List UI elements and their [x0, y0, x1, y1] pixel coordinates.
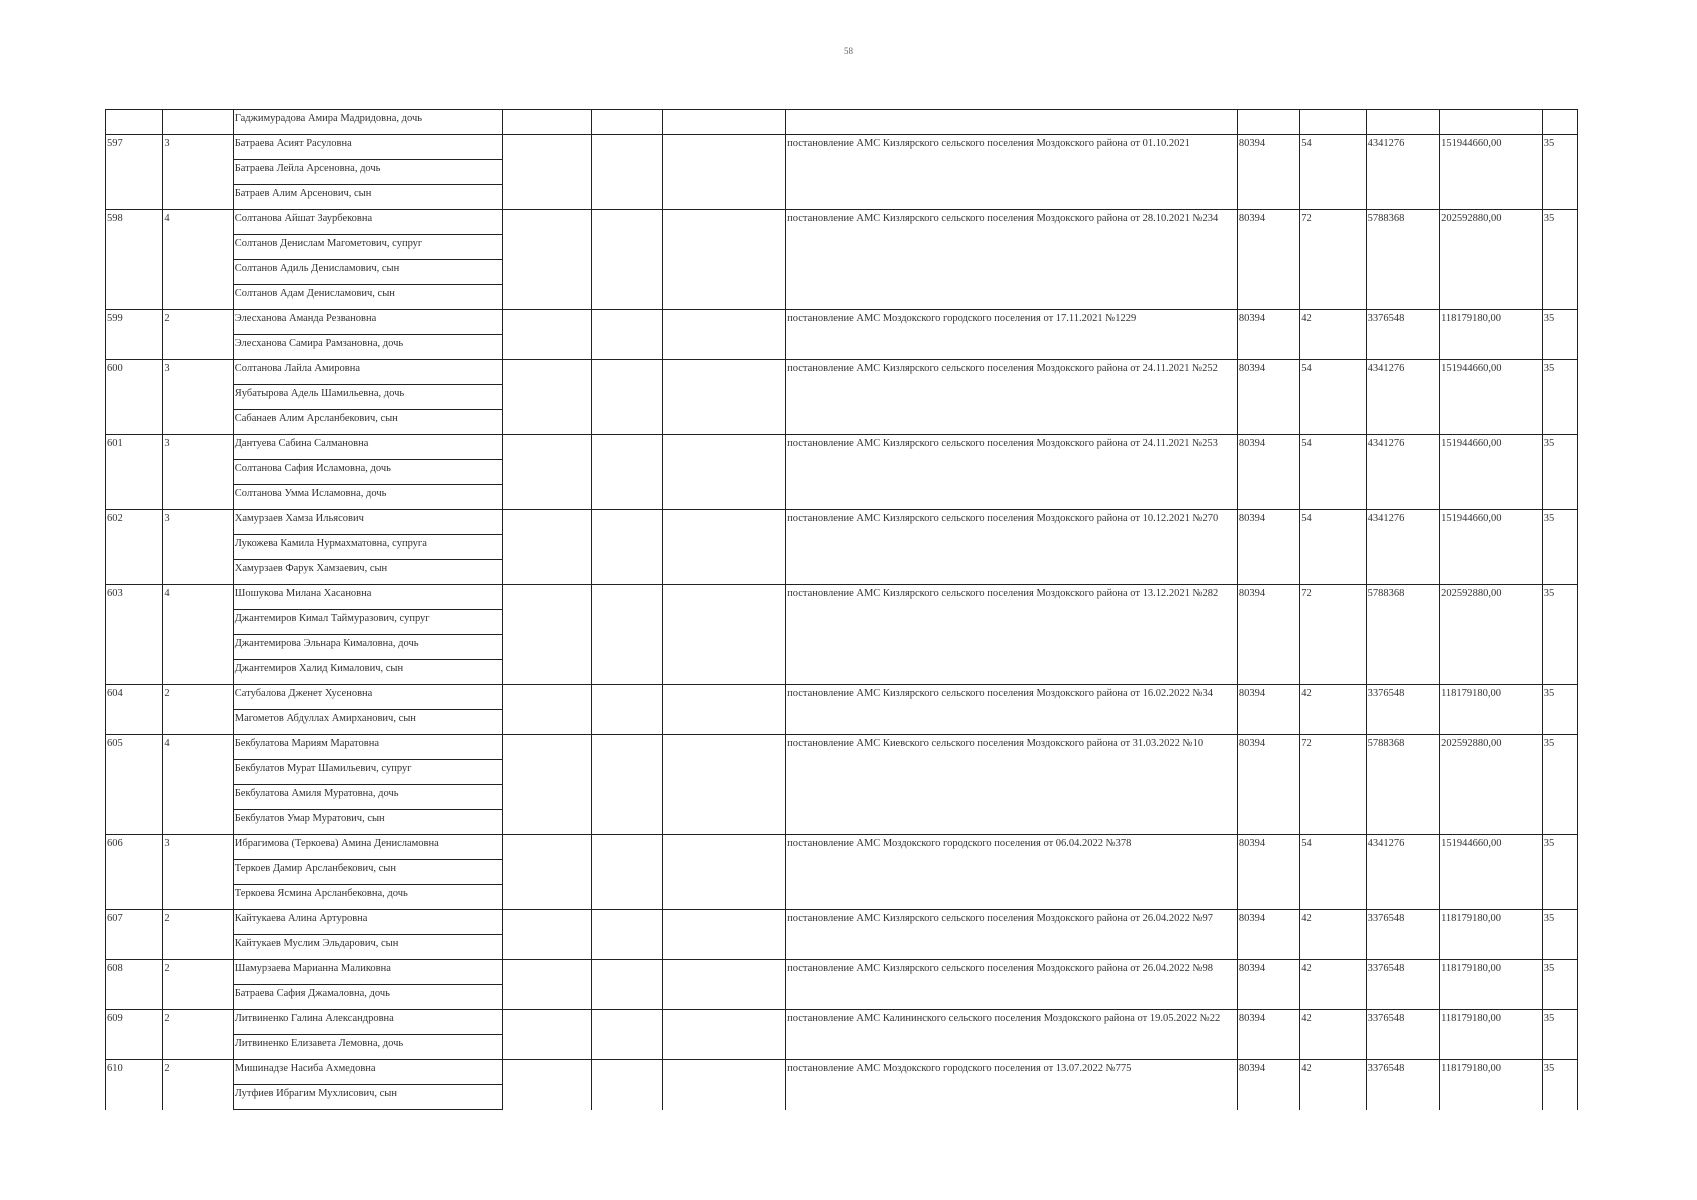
empty-cell — [503, 510, 592, 585]
age-cell: 35 — [1542, 1010, 1577, 1060]
family-member-cell — [233, 560, 503, 585]
unit-cost-cell: 4341276 — [1366, 360, 1439, 435]
decree-cell: постановление АМС Кизлярского сельского поселения Моздокского района от 10.12.2021 №270 — [786, 510, 1238, 585]
family-member-cell — [233, 985, 503, 1010]
unit-cost-cell — [1366, 110, 1439, 135]
table-row — [106, 510, 1578, 535]
empty-cell — [503, 310, 592, 360]
standard-cost-cell: 80394 — [1237, 1010, 1299, 1060]
decree-cell: постановление АМС Кизлярского сельского поселения Моздокского района от 01.10.2021 — [786, 135, 1238, 210]
empty-cell — [663, 685, 786, 735]
family-member-cell — [233, 760, 503, 785]
family-member-name: Сабанаев Алим Арсланбекович, сын — [234, 413, 398, 424]
empty-cell — [591, 210, 662, 310]
family-member-cell — [233, 860, 503, 885]
record-number-cell: 600 — [106, 360, 163, 435]
decree-cell: постановление АМС Кизлярского сельского поселения Моздокского района от 28.10.2021 №234 — [786, 210, 1238, 310]
family-member-cell — [233, 485, 503, 510]
area-cell: 72 — [1300, 735, 1366, 835]
standard-cost-cell: 80394 — [1237, 210, 1299, 310]
standard-cost-cell: 80394 — [1237, 960, 1299, 1010]
family-member-cell — [233, 335, 503, 360]
area-cell: 42 — [1300, 685, 1366, 735]
decree-cell: постановление АМС Кизлярского сельского поселения Моздокского района от 13.12.2021 №282 — [786, 585, 1238, 685]
record-number-cell: 609 — [106, 1010, 163, 1060]
family-member-cell — [233, 785, 503, 810]
family-member-name: Литвиненко Елизавета Лемовна, дочь — [234, 1038, 404, 1049]
family-member-cell — [233, 460, 503, 485]
table-row — [106, 1060, 1578, 1085]
family-member-name: Солтанов Денислам Магометович, супруг — [234, 238, 423, 249]
empty-cell — [503, 585, 592, 685]
area-cell: 72 — [1300, 210, 1366, 310]
family-member-name: Яубатырова Адель Шамильевна, дочь — [234, 388, 405, 399]
empty-cell — [663, 510, 786, 585]
empty-cell — [663, 1010, 786, 1060]
family-member-name: Батраева Лейла Арсеновна, дочь — [234, 163, 381, 174]
family-member-cell — [233, 210, 503, 235]
total-amount-cell: 118179180,00 — [1440, 960, 1543, 1010]
unit-cost-cell: 5788368 — [1366, 210, 1439, 310]
age-cell — [1542, 110, 1577, 135]
record-number-cell: 602 — [106, 510, 163, 585]
family-member-cell — [233, 185, 503, 210]
record-number-cell — [106, 110, 163, 135]
family-member-cell — [233, 435, 503, 460]
area-cell: 54 — [1300, 360, 1366, 435]
family-member-cell — [233, 110, 503, 135]
empty-cell — [663, 135, 786, 210]
empty-cell — [503, 910, 592, 960]
table-row — [106, 1010, 1578, 1035]
family-member-name: Литвиненко Галина Александровна — [234, 1013, 394, 1024]
family-member-name: Бекбулатова Амиля Муратовна, дочь — [234, 788, 399, 799]
decree-cell: постановление АМС Калининского сельского поселения Моздокского района от 19.05.2022 №22 — [786, 1010, 1238, 1060]
family-size-cell: 2 — [163, 1010, 233, 1060]
total-amount-cell: 118179180,00 — [1440, 1010, 1543, 1060]
standard-cost-cell: 80394 — [1237, 685, 1299, 735]
record-number-cell: 601 — [106, 435, 163, 510]
empty-cell — [503, 685, 592, 735]
family-size-cell: 2 — [163, 910, 233, 960]
family-size-cell: 4 — [163, 585, 233, 685]
empty-cell — [591, 510, 662, 585]
record-number-cell: 597 — [106, 135, 163, 210]
family-member-name: Кайтукаев Муслим Эльдарович, сын — [234, 938, 399, 949]
family-member-name: Лутфиев Ибрагим Мухлисович, сын — [234, 1088, 397, 1099]
age-cell: 35 — [1542, 510, 1577, 585]
empty-cell — [591, 110, 662, 135]
area-cell: 54 — [1300, 510, 1366, 585]
empty-cell — [663, 585, 786, 685]
empty-cell — [503, 210, 592, 310]
unit-cost-cell: 5788368 — [1366, 585, 1439, 685]
table-row — [106, 685, 1578, 710]
decree-cell: постановление АМС Моздокского городского поселения от 13.07.2022 №775 — [786, 1060, 1238, 1110]
family-member-cell — [233, 835, 503, 860]
empty-cell — [591, 685, 662, 735]
standard-cost-cell: 80394 — [1237, 310, 1299, 360]
table-row — [106, 835, 1578, 860]
family-member-cell — [233, 635, 503, 660]
family-member-name: Кайтукаева Алина Артуровна — [234, 913, 368, 924]
family-member-name: Хамурзаев Фарук Хамзаевич, сын — [234, 563, 388, 574]
unit-cost-cell: 3376548 — [1366, 1060, 1439, 1110]
table-row — [106, 960, 1578, 985]
empty-cell — [663, 1060, 786, 1110]
family-size-cell: 2 — [163, 960, 233, 1010]
age-cell: 35 — [1542, 960, 1577, 1010]
table-row — [106, 110, 1578, 135]
area-cell: 42 — [1300, 1060, 1366, 1110]
unit-cost-cell: 4341276 — [1366, 135, 1439, 210]
family-member-name: Солтанова Лайла Амировна — [234, 363, 360, 374]
family-size-cell: 3 — [163, 510, 233, 585]
decree-cell: постановление АМС Кизлярского сельского поселения Моздокского района от 16.02.2022 №34 — [786, 685, 1238, 735]
unit-cost-cell: 5788368 — [1366, 735, 1439, 835]
family-member-name: Батраев Алим Арсенович, сын — [234, 188, 372, 199]
family-member-name: Солтанов Адиль Денисламович, сын — [234, 263, 400, 274]
family-member-name: Элесханова Самира Рамзановна, дочь — [234, 338, 404, 349]
empty-cell — [591, 435, 662, 510]
family-member-name: Джантемирова Эльнара Кималовна, дочь — [234, 638, 419, 649]
family-member-cell — [233, 260, 503, 285]
standard-cost-cell: 80394 — [1237, 360, 1299, 435]
record-number-cell: 599 — [106, 310, 163, 360]
family-size-cell — [163, 110, 233, 135]
record-number-cell: 607 — [106, 910, 163, 960]
family-member-cell — [233, 235, 503, 260]
area-cell: 42 — [1300, 1010, 1366, 1060]
area-cell: 54 — [1300, 135, 1366, 210]
empty-cell — [591, 835, 662, 910]
family-member-name: Сатубалова Дженет Хусеновна — [234, 688, 373, 699]
decree-cell: постановление АМС Кизлярского сельского поселения Моздокского района от 26.04.2022 №98 — [786, 960, 1238, 1010]
family-member-name: Элесханова Аманда Резвановна — [234, 313, 377, 324]
family-member-name: Батраева Асият Расуловна — [234, 138, 352, 149]
standard-cost-cell: 80394 — [1237, 435, 1299, 510]
empty-cell — [591, 960, 662, 1010]
area-cell: 72 — [1300, 585, 1366, 685]
age-cell: 35 — [1542, 910, 1577, 960]
family-size-cell: 3 — [163, 835, 233, 910]
standard-cost-cell: 80394 — [1237, 585, 1299, 685]
family-member-cell — [233, 585, 503, 610]
family-member-cell — [233, 385, 503, 410]
family-member-name: Солтанова Айшат Заурбековна — [234, 213, 373, 224]
age-cell: 35 — [1542, 435, 1577, 510]
decree-cell: постановление АМС Кизлярского сельского поселения Моздокского района от 24.11.2021 №253 — [786, 435, 1238, 510]
empty-cell — [503, 360, 592, 435]
table-row — [106, 735, 1578, 760]
family-member-cell — [233, 360, 503, 385]
family-member-name: Мишинадзе Насиба Ахмедовна — [234, 1063, 376, 1074]
empty-cell — [663, 960, 786, 1010]
empty-cell — [591, 735, 662, 835]
family-size-cell: 4 — [163, 735, 233, 835]
family-member-name: Шошукова Милана Хасановна — [234, 588, 372, 599]
family-member-name: Бекбулатов Мурат Шамильевич, супруг — [234, 763, 412, 774]
record-number-cell: 610 — [106, 1060, 163, 1110]
empty-cell — [663, 735, 786, 835]
area-cell: 42 — [1300, 910, 1366, 960]
empty-cell — [591, 585, 662, 685]
standard-cost-cell: 80394 — [1237, 910, 1299, 960]
family-member-cell — [233, 310, 503, 335]
table-row — [106, 585, 1578, 610]
unit-cost-cell: 3376548 — [1366, 1010, 1439, 1060]
age-cell: 35 — [1542, 210, 1577, 310]
family-member-cell — [233, 285, 503, 310]
family-member-cell — [233, 160, 503, 185]
unit-cost-cell: 3376548 — [1366, 960, 1439, 1010]
family-member-cell — [233, 885, 503, 910]
family-member-cell — [233, 410, 503, 435]
unit-cost-cell: 4341276 — [1366, 510, 1439, 585]
age-cell: 35 — [1542, 685, 1577, 735]
decree-cell: постановление АМС Кизлярского сельского поселения Моздокского района от 26.04.2022 №97 — [786, 910, 1238, 960]
standard-cost-cell: 80394 — [1237, 135, 1299, 210]
record-number-cell: 606 — [106, 835, 163, 910]
area-cell — [1300, 110, 1366, 135]
age-cell: 35 — [1542, 135, 1577, 210]
family-size-cell: 3 — [163, 135, 233, 210]
family-member-cell — [233, 1035, 503, 1060]
empty-cell — [591, 1010, 662, 1060]
family-size-cell: 2 — [163, 685, 233, 735]
family-member-name: Батраева Сафия Джамаловна, дочь — [234, 988, 390, 999]
table-row — [106, 310, 1578, 335]
decree-cell: постановление АМС Кизлярского сельского поселения Моздокского района от 24.11.2021 №252 — [786, 360, 1238, 435]
empty-cell — [503, 835, 592, 910]
family-member-cell — [233, 935, 503, 960]
total-amount-cell: 151944660,00 — [1440, 835, 1543, 910]
registry-table — [105, 109, 1578, 1110]
unit-cost-cell: 3376548 — [1366, 685, 1439, 735]
family-member-name: Теркоева Ясмина Арсланбековна, дочь — [234, 888, 408, 899]
area-cell: 54 — [1300, 435, 1366, 510]
unit-cost-cell: 4341276 — [1366, 835, 1439, 910]
family-member-cell — [233, 535, 503, 560]
area-cell: 42 — [1300, 310, 1366, 360]
area-cell: 42 — [1300, 960, 1366, 1010]
family-size-cell: 2 — [163, 1060, 233, 1110]
family-member-name: Бекбулатов Умар Муратович, сын — [234, 813, 385, 824]
family-member-cell — [233, 510, 503, 535]
age-cell: 35 — [1542, 360, 1577, 435]
family-size-cell: 2 — [163, 310, 233, 360]
empty-cell — [591, 910, 662, 960]
page-number: 58 — [844, 46, 853, 56]
empty-cell — [663, 835, 786, 910]
family-member-cell — [233, 810, 503, 835]
family-member-name: Ибрагимова (Теркоева) Амина Денисламовна — [234, 838, 439, 849]
family-member-cell — [233, 1010, 503, 1035]
family-member-cell — [233, 1085, 503, 1110]
family-member-cell — [233, 1060, 503, 1085]
empty-cell — [663, 310, 786, 360]
table-row — [106, 135, 1578, 160]
area-cell: 54 — [1300, 835, 1366, 910]
family-member-name: Солтанов Адам Денисламович, сын — [234, 288, 395, 299]
family-member-name: Джантемиров Халид Кималович, сын — [234, 663, 404, 674]
standard-cost-cell: 80394 — [1237, 735, 1299, 835]
age-cell: 35 — [1542, 1060, 1577, 1110]
total-amount-cell: 202592880,00 — [1440, 210, 1543, 310]
age-cell: 35 — [1542, 735, 1577, 835]
empty-cell — [503, 735, 592, 835]
empty-cell — [663, 210, 786, 310]
total-amount-cell: 202592880,00 — [1440, 585, 1543, 685]
total-amount-cell: 151944660,00 — [1440, 435, 1543, 510]
unit-cost-cell: 3376548 — [1366, 910, 1439, 960]
empty-cell — [503, 1060, 592, 1110]
family-member-name: Теркоев Дамир Арсланбекович, сын — [234, 863, 396, 874]
standard-cost-cell — [1237, 110, 1299, 135]
family-size-cell: 3 — [163, 435, 233, 510]
unit-cost-cell: 3376548 — [1366, 310, 1439, 360]
age-cell: 35 — [1542, 835, 1577, 910]
empty-cell — [663, 110, 786, 135]
total-amount-cell — [1440, 110, 1543, 135]
age-cell: 35 — [1542, 585, 1577, 685]
family-member-name: Лукожева Камила Нурмахматовна, супруга — [234, 538, 427, 549]
family-member-name: Гаджимурадова Амира Мадридовна, дочь — [234, 113, 423, 124]
record-number-cell: 598 — [106, 210, 163, 310]
total-amount-cell: 202592880,00 — [1440, 735, 1543, 835]
total-amount-cell: 118179180,00 — [1440, 1060, 1543, 1110]
family-member-name: Хамурзаев Хамза Ильясович — [234, 513, 364, 524]
standard-cost-cell: 80394 — [1237, 835, 1299, 910]
family-member-name: Солтанова Умма Исламовна, дочь — [234, 488, 387, 499]
empty-cell — [503, 1010, 592, 1060]
empty-cell — [503, 110, 592, 135]
family-member-cell — [233, 135, 503, 160]
total-amount-cell: 151944660,00 — [1440, 135, 1543, 210]
family-member-name: Дантуева Сабина Салмановна — [234, 438, 369, 449]
table-row — [106, 360, 1578, 385]
total-amount-cell: 151944660,00 — [1440, 510, 1543, 585]
empty-cell — [591, 1060, 662, 1110]
family-member-cell — [233, 910, 503, 935]
family-member-cell — [233, 685, 503, 710]
record-number-cell: 604 — [106, 685, 163, 735]
family-member-name: Шамурзаева Марианна Маликовна — [234, 963, 391, 974]
total-amount-cell: 118179180,00 — [1440, 310, 1543, 360]
standard-cost-cell: 80394 — [1237, 1060, 1299, 1110]
decree-cell — [786, 110, 1238, 135]
family-member-cell — [233, 710, 503, 735]
empty-cell — [663, 910, 786, 960]
record-number-cell: 608 — [106, 960, 163, 1010]
empty-cell — [591, 360, 662, 435]
empty-cell — [503, 435, 592, 510]
record-number-cell: 603 — [106, 585, 163, 685]
family-member-name: Джантемиров Кимал Таймуразович, супруг — [234, 613, 430, 624]
empty-cell — [591, 135, 662, 210]
family-member-name: Бекбулатова Мариям Маратовна — [234, 738, 379, 749]
standard-cost-cell: 80394 — [1237, 510, 1299, 585]
family-member-name: Магометов Абдуллах Амирханович, сын — [234, 713, 416, 724]
empty-cell — [663, 360, 786, 435]
total-amount-cell: 118179180,00 — [1440, 685, 1543, 735]
family-member-cell — [233, 960, 503, 985]
record-number-cell: 605 — [106, 735, 163, 835]
decree-cell: постановление АМС Моздокского городского поселения от 06.04.2022 №378 — [786, 835, 1238, 910]
table-row — [106, 210, 1578, 235]
table-row — [106, 910, 1578, 935]
family-member-cell — [233, 735, 503, 760]
family-member-name: Солтанова Сафия Исламовна, дочь — [234, 463, 391, 474]
family-member-cell — [233, 660, 503, 685]
empty-cell — [591, 310, 662, 360]
family-member-cell — [233, 610, 503, 635]
age-cell: 35 — [1542, 310, 1577, 360]
empty-cell — [503, 135, 592, 210]
family-size-cell: 3 — [163, 360, 233, 435]
empty-cell — [503, 960, 592, 1010]
empty-cell — [663, 435, 786, 510]
total-amount-cell: 118179180,00 — [1440, 910, 1543, 960]
total-amount-cell: 151944660,00 — [1440, 360, 1543, 435]
decree-cell: постановление АМС Моздокского городского поселения от 17.11.2021 №1229 — [786, 310, 1238, 360]
unit-cost-cell: 4341276 — [1366, 435, 1439, 510]
family-size-cell: 4 — [163, 210, 233, 310]
table-row — [106, 435, 1578, 460]
decree-cell: постановление АМС Киевского сельского поселения Моздокского района от 31.03.2022 №10 — [786, 735, 1238, 835]
